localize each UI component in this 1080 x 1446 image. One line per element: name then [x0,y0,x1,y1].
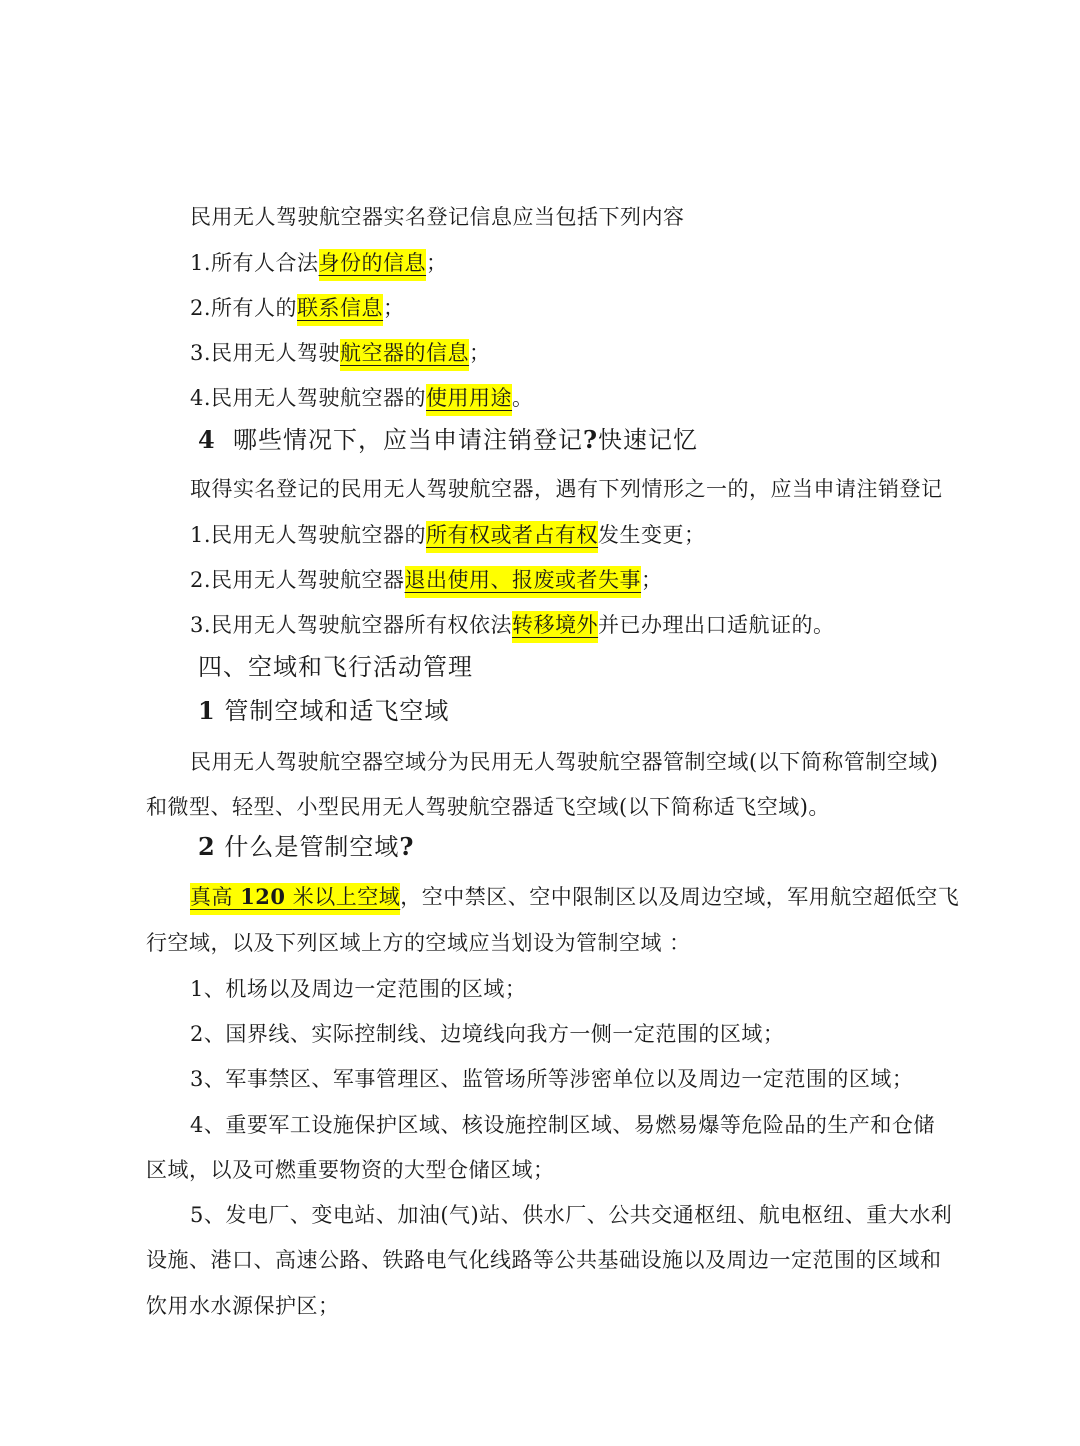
reg-item-3-highlight: 航空器的信息 [340,339,469,371]
reg-item-4 [190,381,534,415]
s2-highlight [190,883,400,915]
cancel-item-1 [190,518,706,552]
area-line-2: 2、国界线、实际控制线、边境线向我方一侧一定范围的区域； [190,1022,785,1046]
cancel-item-2-suffix: ； [641,568,663,592]
heading-q4 [198,423,698,457]
cancel-item-2 [190,563,663,597]
heading-s2-number: 2 [198,832,216,861]
heading-q4-number: 4 [198,425,216,454]
area-line-4: 4、重要军工设施保护区域、核设施控制区域、易燃易爆等危险品的生产和仓储 [190,1113,935,1137]
reg-item-1-highlight: 身份的信息 [319,249,427,281]
reg-item-4-highlight: 使用用途 [426,384,512,416]
cancel-intro-line: 取得实名登记的民用无人驾驶航空器，遇有下列情形之一的，应当申请注销登记 [190,477,943,501]
s2-body-line-1 [190,880,959,914]
cancel-item-2-prefix: 2.民用无人驾驶航空器 [190,568,405,592]
s1-body-line-1: 民用无人驾驶航空器空域分为民用无人驾驶航空器管制空域(以下简称管制空域) [190,750,939,774]
heading-s2-text: 什么是管制空域 [224,833,400,861]
reg-item-1 [190,246,448,280]
reg-item-1-prefix: 1.所有人合法 [190,251,319,275]
section-4-heading: 四、空域和飞行活动管理 [198,653,473,681]
s2-highlight-pre: 真高 [190,885,233,909]
area-line-5-cont-2: 饮用水水源保护区； [146,1294,340,1318]
heading-s1 [198,694,449,728]
area-line-5-cont-1: 设施、港口、高速公路、铁路电气化线路等公共基础设施以及周边一定范围的区域和 [146,1248,942,1272]
cancel-item-3-suffix: 并已办理出口适航证的。 [598,613,835,637]
heading-s1-number: 1 [198,696,216,725]
reg-item-3-prefix: 3.民用无人驾驶 [190,341,341,365]
intro-line: 民用无人驾驶航空器实名登记信息应当包括下列内容 [190,205,685,229]
s2-body-line-1-rest: ，空中禁区、空中限制区以及周边空域，军用航空超低空飞 [400,885,960,909]
heading-s2-qmark: ? [399,832,415,861]
cancel-item-2-highlight: 退出使用、报废或者失事 [405,566,642,598]
s2-highlight-number: 120 [240,884,286,909]
area-line-1: 1、机场以及周边一定范围的区域； [190,977,527,1001]
cancel-item-3 [190,608,835,642]
reg-item-4-suffix: 。 [512,386,534,410]
reg-item-3 [190,336,491,370]
area-line-3: 3、军事禁区、军事管理区、监管场所等涉密单位以及周边一定范围的区域； [190,1067,914,1091]
heading-q4-qmark: ? [582,425,599,454]
cancel-item-3-prefix: 3.民用无人驾驶航空器所有权依法 [190,613,513,637]
area-line-5: 5、发电厂、变电站、加油(气)站、供水厂、公共交通枢纽、航电枢纽、重大水利 [190,1203,953,1227]
cancel-item-3-highlight: 转移境外 [512,611,598,643]
reg-item-2-highlight: 联系信息 [297,294,383,326]
reg-item-2-suffix: ； [383,296,405,320]
heading-q4-text: 哪些情况下，应当申请注销登记 [232,426,583,454]
cancel-item-1-prefix: 1.民用无人驾驶航空器的 [190,523,427,547]
s2-body-line-2: 行空域，以及下列区域上方的空域应当划设为管制空域 ： [146,931,691,955]
reg-item-1-suffix: ； [426,251,448,275]
heading-s2 [198,830,414,864]
cancel-item-1-highlight: 所有权或者占有权 [426,521,598,553]
cancel-item-1-suffix: 发生变更； [598,523,706,547]
reg-item-4-prefix: 4.民用无人驾驶航空器的 [190,386,427,410]
reg-item-2 [190,291,405,325]
reg-item-2-prefix: 2.所有人的 [190,296,298,320]
area-line-4-cont: 区域，以及可燃重要物资的大型仓储区域； [146,1158,555,1182]
reg-item-3-suffix: ； [469,341,491,365]
heading-q4-tail: 快速记忆 [598,426,699,454]
s2-highlight-post: 米以上空域 [292,885,401,909]
s1-body-line-2: 和微型、轻型、小型民用无人驾驶航空器适飞空域(以下简称适飞空域)。 [146,795,830,819]
heading-s1-text: 管制空域和适飞空域 [224,697,450,725]
